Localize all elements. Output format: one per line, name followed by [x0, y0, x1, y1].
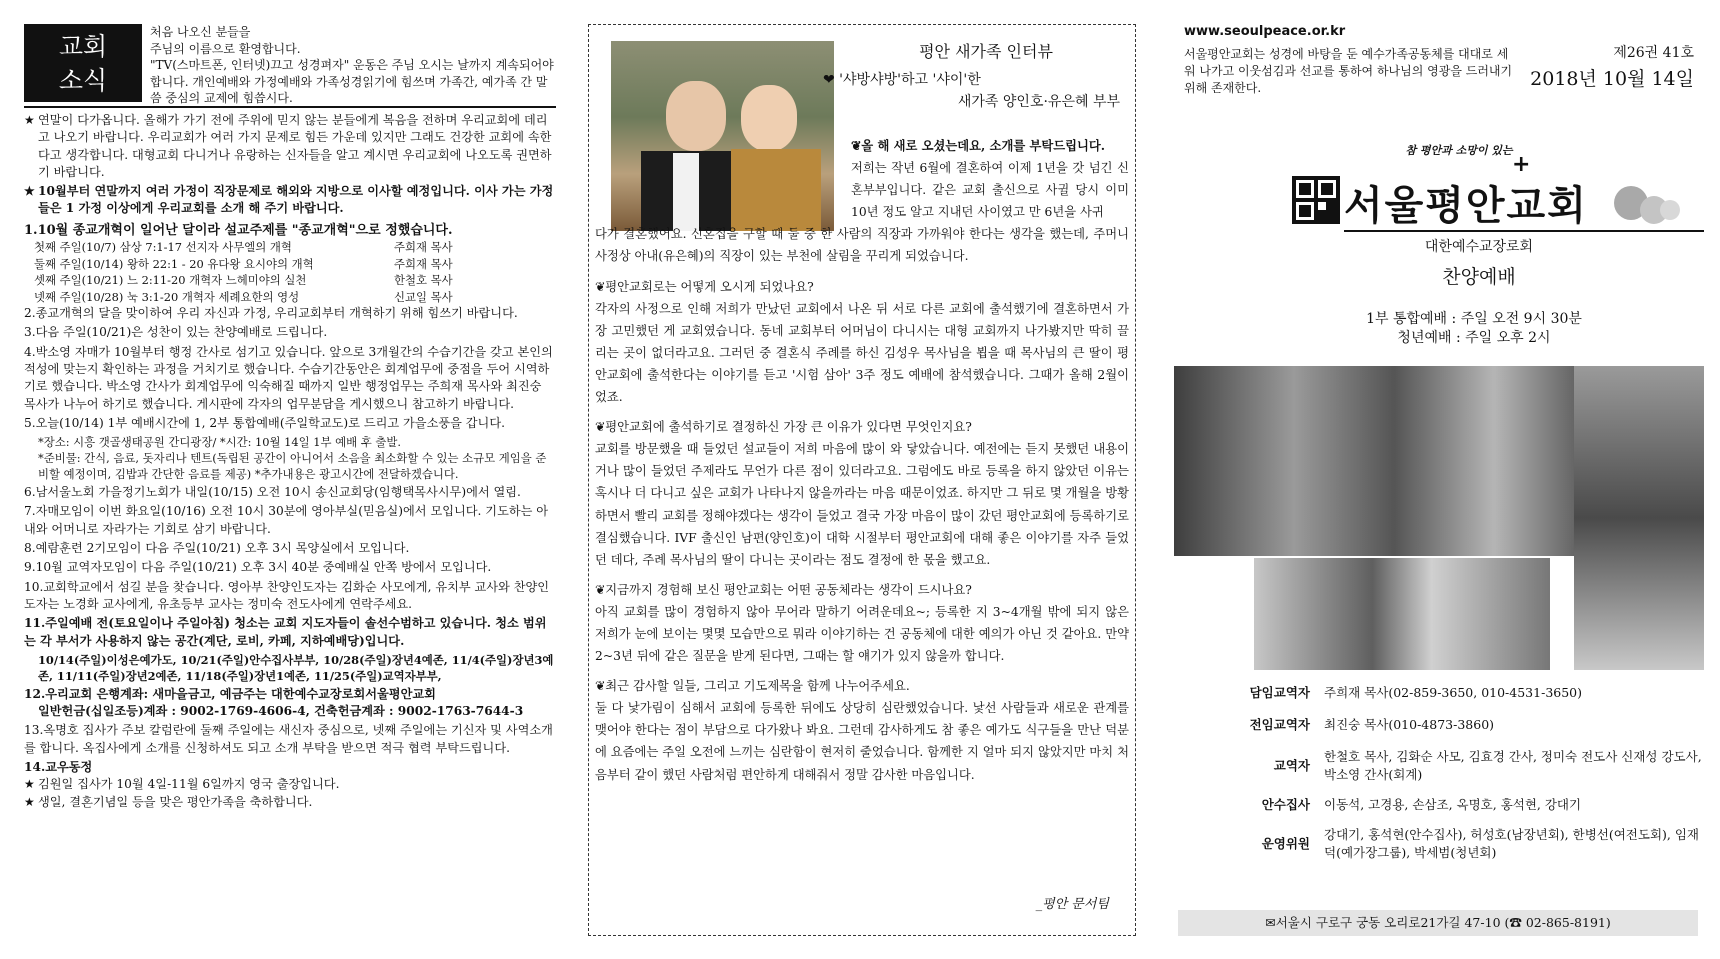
- news-title-box: [24, 24, 142, 102]
- notice-13: 13.옥명호 집사가 주보 칼럼란에 둘째 주일에는 새신자 중심으로, 넷째 주일에는 기신자 및 사역소개를 합니다. 옥집사에게 소개를 신청하셔도 되고 소개 부탁을 받으면 적극 협력 부탁드립니다.: [24, 723, 553, 755]
- news-title-line1: 교회: [58, 32, 108, 61]
- staff-names: 이동석, 고경용, 손삼조, 옥명호, 홍석현, 강대기: [1324, 797, 1582, 812]
- staff-row: [1184, 716, 1704, 734]
- qr-marker: [1296, 180, 1314, 198]
- staff-role: 담임교역자: [1249, 685, 1310, 700]
- star-bullet: ★: [24, 777, 35, 792]
- notice-14-b: [24, 794, 556, 811]
- subheading-line2: 새가족 양인호·유은혜 부부: [957, 94, 1120, 110]
- service-time-1: 1부 통합예배 : 주일 오전 9시 30분: [1366, 311, 1582, 327]
- service-time-2: 청년예배 : 주일 오후 2시: [1397, 330, 1551, 346]
- divider: [24, 106, 556, 108]
- notice-10: 10.교회학교에서 섬길 분을 찾습니다. 영아부 찬양인도자는 김화순 사모에게, 유치부 교사와 찬양인도자는 노경화 교사에게, 유초등부 교사는 정미숙 전도사에게 연락주세요.: [24, 579, 550, 611]
- notice-5-prep: *준비물: 간식, 음료, 돗자리나 텐트(독립된 공간이 아니어서 소음을 최소화할 수 있는 소규모 게임을 준비할 예정이며, 김밥과 간단한 음료를 제공) *추가내용은 광고시간에 전달하겠습니다.: [38, 451, 547, 482]
- staff-names: 주희재 목사(02-859-3650, 010-4531-3650): [1324, 685, 1583, 700]
- website-link[interactable]: www.seoulpeace.or.kr: [1184, 24, 1346, 39]
- star-bullet: ★: [24, 113, 35, 127]
- notice-9: 9.10월 교역자모임이 다음 주일(10/21) 오후 3시 40분 중예배실 안쪽 방에서 모입니다.: [24, 560, 492, 575]
- question-1: ❦올 해 새로 오셨는데요, 소개를 부탁드립니다.: [851, 138, 1106, 153]
- church-news-column: [24, 24, 556, 944]
- notice-star-1: [24, 112, 556, 181]
- sermon-preacher: 신교일 목사: [394, 289, 453, 304]
- news-title-line2: 소식: [58, 66, 108, 95]
- bank-accounts: 일반헌금(십일조등)계좌 : 9002-1769-4606-4, 건축헌금계좌 : 9002-1763-7644-3: [38, 704, 524, 719]
- question-5: ❦최근 감사할 일들, 그리고 기도제목을 함께 나누어주세요.: [595, 679, 910, 694]
- interview-column: [588, 24, 1136, 936]
- notice-7: 7.자매모임이 이번 화요일(10/16) 오전 10시 30분에 영아부실(믿음실)에서 모입니다. 기도하는 아내와 어머니로 자라가는 기회로 삼기 바랍니다.: [24, 504, 549, 536]
- congregation-photo: [1574, 366, 1704, 670]
- denomination: 대한예수교장로회: [1424, 239, 1534, 255]
- logo-underline: [1344, 230, 1704, 232]
- interview-subheading: [815, 69, 1120, 113]
- staff-names: 한철호 목사, 김화순 사모, 김효경 간사, 정미숙 전도사 신재성 강도사, 박소영 간사(회계): [1324, 749, 1702, 782]
- notice-8: 8.예람훈련 2기모임이 다음 주일(10/21) 오후 3시 목양실에서 모입니다.: [24, 541, 410, 556]
- sermon-row: [24, 256, 556, 273]
- intro-line2: 주님의 이름으로 환영합니다.: [150, 41, 301, 56]
- intro-text: [150, 24, 556, 107]
- notice-4: 4.박소영 자매가 10월부터 행정 간사로 섬기고 있습니다. 앞으로 3개월간의 수습기간을 갖고 본인의 적성에 맞는지 확인하는 과정을 거치기로 했습니다. 수습기간동안은 회계업무에 중점을 두어 시역하기로 했습니다. 박소영 간사가 회계업무에 익숙해질 때까지 일반 행정업무는 주희재 목사와 최진숭 목사가 나누어 하기로 했습니다. 게시판에 각자의 업무분담을 게시했으니 참고하기 바랍니다.: [24, 344, 553, 411]
- notice-6: 6.남서울노회 가을정기노회가 내일(10/15) 오전 10시 송신교회당(임행택목사시무)에서 열림.: [24, 485, 521, 500]
- qr-marker: [1296, 202, 1314, 220]
- notice-text: 연말이 다가옵니다. 올해가 가기 전에 주위에 믿지 않는 분들에게 복음을 전하며 우리교회에 데리고 나오기 바랍니다. 우리교회가 여러 가지 문제로 힘든 가운데 있지만 그래도 건강한 교회에 속한다고 생각합니다. 대형교회 다니거나 유랑하는 신자들을 알고 계시면 우리교회에 나오도록 권면하기 바랍니다.: [38, 113, 552, 179]
- sermon-title: 셋째 주일(10/21) 느 2:11-20 개혁자 느헤미야의 실천: [34, 273, 307, 288]
- church-slogan: 참 평안과 소망이 있는: [1405, 144, 1513, 157]
- answer-4: 아직 교회를 많이 경험하지 않아 무어라 말하기 어려운데요~; 등록한 지 3~4개월 밖에 되지 않은 저희가 눈에 보이는 몇몇 모습만으로 뭐라 이야기하는 건 공동체에 대한 예의가 아닌 것 같아요. 만약 2~3년 뒤에 같은 질문을 받게 된다면, 그때는 할 얘기가 있지 않을까 합니다.: [595, 604, 1129, 664]
- qr-code-icon[interactable]: [1292, 176, 1340, 224]
- sermon-row: [24, 289, 556, 306]
- signature: _평안 문서팀: [1035, 897, 1109, 912]
- answer-1a: 저희는 작년 6월에 결혼하여 이제 1년을 갓 넘긴 신혼부부입니다. 같은 교회 출신으로 사귈 당시 이미 10년 정도 알고 지내던 사이였고 만 6년을 사귀: [851, 161, 1129, 220]
- interview-body: [595, 135, 1129, 786]
- notice-11: 11.주일예배 전(토요일이나 주일아침) 청소는 교회 지도자들이 솔선수범하고 있습니다. 청소 범위는 각 부서가 사용하지 않는 공간(계단, 로비, 카페, 지하예배당)입니다.: [24, 616, 547, 648]
- notice-text: 김원일 집사가 10월 4일-11월 6일까지 영국 출장입니다.: [38, 777, 340, 792]
- service-times: [1284, 310, 1664, 348]
- staff-role: 전임교역자: [1249, 717, 1310, 732]
- question-2: ❦평안교회로는 어떻게 오시게 되었나요?: [595, 279, 814, 294]
- cover-column: [1184, 24, 1704, 944]
- staff-role: 운영위원: [1261, 836, 1310, 851]
- notice-5-place: *장소: 시흥 갯골생태공원 간디광장/ *시간: 10월 14일 1부 예배 후 출발.: [38, 435, 402, 450]
- staff-row: [1184, 826, 1704, 862]
- notice-list: [24, 112, 556, 811]
- answer-1b: 다가 결혼했어요. 신혼집을 구할 때 둘 중 한 사람의 직장과 가까워야 한다는 생각을 했는데, 주머니 사정상 아내(유은혜)의 직장이 있는 부천에 살림을 꾸리게 되었습니다.: [595, 227, 1129, 264]
- worship-photo: [1174, 366, 1574, 556]
- staff-names: 최진숭 목사(010-4873-3860): [1324, 717, 1495, 732]
- sermon-title: 넷째 주일(10/28) 눅 3:1-20 개혁자 세례요한의 영성: [34, 289, 300, 304]
- sermon-preacher: 주희재 목사: [394, 256, 453, 271]
- notice-2: 2.종교개혁의 달을 맞이하여 우리 자신과 가정, 우리교회부터 개혁하기 위해 힘쓰기 바랍니다.: [24, 306, 518, 321]
- children-praying-photo: [1254, 558, 1550, 670]
- staff-row: [1184, 684, 1704, 702]
- notice-1: 1.10월 종교개혁이 일어난 달이라 설교주제를 "종교개혁"으로 정했습니다.: [24, 222, 453, 238]
- service-title: 찬양예배: [1442, 266, 1516, 288]
- star-bullet: ★: [24, 794, 35, 809]
- issue-date: 2018년 10월 14일: [1530, 68, 1694, 90]
- sermon-preacher: 한철호 목사: [394, 273, 453, 288]
- notice-12: 12.우리교회 은행계좌: 새마을금고, 예금주는 대한예수교장로회서울평안교회: [24, 686, 436, 701]
- staff-row: [1184, 748, 1704, 784]
- intro-line1: 처음 나오신 분들을: [150, 25, 251, 39]
- notice-14: 14.교우동정: [24, 760, 93, 775]
- question-3: ❦평안교회에 출석하기로 결정하신 가장 큰 이유가 있다면 무엇인지요?: [595, 420, 972, 435]
- intro-line3: "TV(스마트폰, 인터넷)끄고 성경펴자" 운동은 주님 오시는 날까지 계속되어야 합니다. 개인예배와 가정예배와 가족성경읽기에 힘쓰며 가족간, 예가족 간 말씀 중심의 교제에 힘씁시다.: [150, 58, 554, 105]
- volume-number: 제26권 41호: [1613, 45, 1694, 61]
- qr-dot: [1318, 202, 1326, 210]
- sermon-title: 둘째 주일(10/14) 왕하 22:1 - 20 유다왕 요시야의 개혁: [34, 256, 314, 271]
- notice-text: 10월부터 연말까지 여러 가정이 직장문제로 해외와 지방으로 이사할 예정입니다. 이사 가는 가정들은 1 가정 이상에게 우리교회를 소개 해 주기 바랍니다.: [38, 184, 554, 216]
- qr-marker: [1318, 180, 1336, 198]
- staff-role: 안수집사: [1261, 797, 1310, 812]
- church-logo-text: 서울평안교회: [1344, 183, 1588, 229]
- mission-statement: 서울평안교회는 성경에 바탕을 둔 예수가족공동체를 대대로 세워 나가고 이웃섬김과 선교를 통하여 하나님의 영광을 드러내기 위해 존재한다.: [1184, 47, 1513, 95]
- cleaning-schedule: 10/14(주일)이성은예가도, 10/21(주일)안수집사부부, 10/28(주일)장년4예존, 11/4(주일)장년3예존, 11/11(주일)장년2예존, 11/18(주일)장년1예존, 11/25(주일)교역자부부,: [38, 652, 554, 683]
- answer-3: 교회를 방문했을 때 들었던 설교들이 저희 마음에 많이 와 닿았습니다. 예전에는 듣지 못했던 내용이거나 많이 들었던 주제라도 무언가 다른 점이 있더라고요. 그럼에도 바로 등록을 하지 않았던 이유는 혹시나 더 다니고 싶은 교회가 나타나지 않을까라는 마음 때문이었죠. 하지만 그 뒤로 몇 개월을 방황하면서 빨리 교회를 정해야겠다는 생각이 들었고 결국 가장 마음이 많이 갔던 평안교회에 등록하기로 결심했습니다. IVF 출신인 남편(양인호)이 대학 시절부터 평안교회에 대해 좋은 이야기를 자주 들었던 데다, 주례 목사님의 딸이 다니는 곳이라는 점도 결정에 한 몫을 했고요.: [595, 442, 1129, 567]
- notice-text: 생일, 결혼기념일 등을 맞은 평안가족을 축하합니다.: [38, 794, 313, 809]
- sermon-row: [24, 239, 556, 256]
- notice-3: 3.다음 주일(10/21)은 성찬이 있는 찬양예배로 드립니다.: [24, 325, 328, 340]
- address-footer: ✉서울시 구로구 궁동 오리로21가길 47-10 (☎ 02-865-8191): [1178, 910, 1698, 936]
- staff-list: [1184, 684, 1704, 872]
- question-4: ❦지금까지 경험해 보신 평안교회는 어떤 공동체라는 생각이 드시나요?: [595, 582, 972, 597]
- answer-5: 둘 다 낯가림이 심해서 교회에 등록한 뒤에도 상당히 심란했었습니다. 낯선 사람들과 새로운 관계를 맺어야 한다는 점이 부담으로 다가왔나 봐요. 그런데 감사하게도 참 좋은 예가도 식구들을 만난 덕분에 요즘에는 주일 오전에 느끼는 심란함이 현저히 줄었습니다. 함께한 지 얼마 되지 않았지만 마치 처음부터 같이 했던 사람처럼 편안하게 대해줘서 정말 감사한 마음입니다.: [595, 701, 1129, 782]
- subheading-line1: ❤ '샤방샤방'하고 '샤이'한: [823, 72, 981, 88]
- cross-icon: +: [1512, 152, 1531, 177]
- logo-circle: [1660, 200, 1680, 220]
- notice-5: 5.오늘(10/14) 1부 예배시간에 1, 2부 통합예배(주일학교도)로 드리고 가을소풍을 갑니다.: [24, 415, 505, 430]
- sermon-preacher: 주희재 목사: [394, 240, 453, 255]
- sermon-title: 첫째 주일(10/7) 삼상 7:1-17 선지자 사무엘의 개혁: [34, 240, 292, 255]
- staff-row: [1184, 796, 1704, 814]
- star-bullet: ★: [24, 184, 35, 199]
- sermon-row: [24, 272, 556, 289]
- interview-heading: 평안 새가족 인터뷰: [919, 42, 1053, 61]
- answer-2: 각자의 사정으로 인해 저희가 만났던 교회에서 나온 뒤 서로 다른 교회에 출석했기에 결혼하면서 가장 고민했던 게 교회였습니다. 동네 교회부터 어머님이 다니시는 대형 교회까지 나가봤지만 딱히 끌리는 곳이 없더라고요. 그러던 중 결혼식 주례를 하신 김성우 목사님을 뵙을 때 목사님의 큰 딸이 평안교회에 출석한다는 이야기를 듣고 '시험 삼아' 3주 정도 예배에 참석했습니다. 그때가 올해 2월이었죠.: [595, 301, 1129, 405]
- notice-14-a: [24, 776, 556, 793]
- staff-role: 교역자: [1273, 758, 1310, 773]
- notice-star-2: [24, 183, 556, 218]
- staff-names: 강대기, 홍석현(안수집사), 허성호(남장년회), 한병선(여전도회), 임재덕(예가장그룹), 박세범(청년회): [1324, 827, 1699, 860]
